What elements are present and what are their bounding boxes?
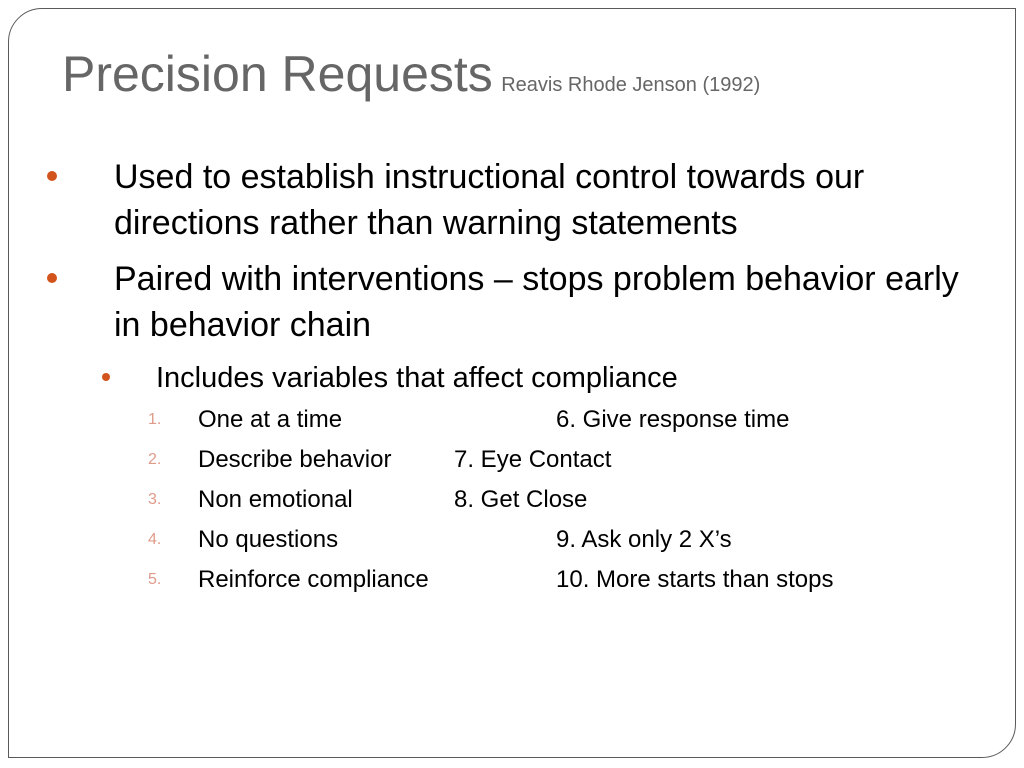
list-item-right-text: 7. Eye Contact — [454, 446, 612, 473]
list-item-right-text: 9. Ask only 2 X’s — [556, 526, 732, 553]
list-item-right-text: 6. Give response time — [556, 406, 790, 433]
sub-bullet-text: Includes variables that affect compliance — [156, 362, 678, 394]
list-item-text: Describe behavior — [198, 446, 392, 473]
list-item-right-text: 10. More starts than stops — [556, 566, 834, 593]
list-item-text: One at a time — [198, 406, 343, 433]
list-item — [0, 520, 1024, 560]
list-number: 1. — [148, 411, 162, 428]
list-item-text: Non emotional — [198, 486, 353, 513]
list-item — [0, 400, 1024, 440]
list-number: 4. — [148, 531, 162, 548]
list-item — [0, 480, 1024, 520]
list-item-right-text: 8. Get Close — [454, 486, 588, 513]
list-number: 5. — [148, 571, 162, 588]
list-item-text: No questions — [198, 526, 339, 553]
title-row — [62, 46, 760, 102]
bullet-dot-icon — [47, 171, 57, 181]
sub-bullet-dot-icon — [102, 373, 110, 381]
list-item — [0, 440, 1024, 480]
list-number: 3. — [148, 491, 162, 508]
bullet-text: Paired with interventions – stops problem behavior early in behavior chain — [114, 260, 959, 344]
list-item-text: Reinforce compliance — [198, 566, 429, 593]
list-item — [0, 560, 1024, 600]
list-number: 2. — [148, 451, 162, 468]
slide-title: Precision Requests — [62, 46, 493, 102]
slide-subtitle: Reavis Rhode Jenson (1992) — [501, 74, 761, 96]
bullet-dot-icon — [47, 273, 57, 283]
bullet-text: Used to establish instructional control towards our directions rather than warning statements — [114, 158, 865, 242]
